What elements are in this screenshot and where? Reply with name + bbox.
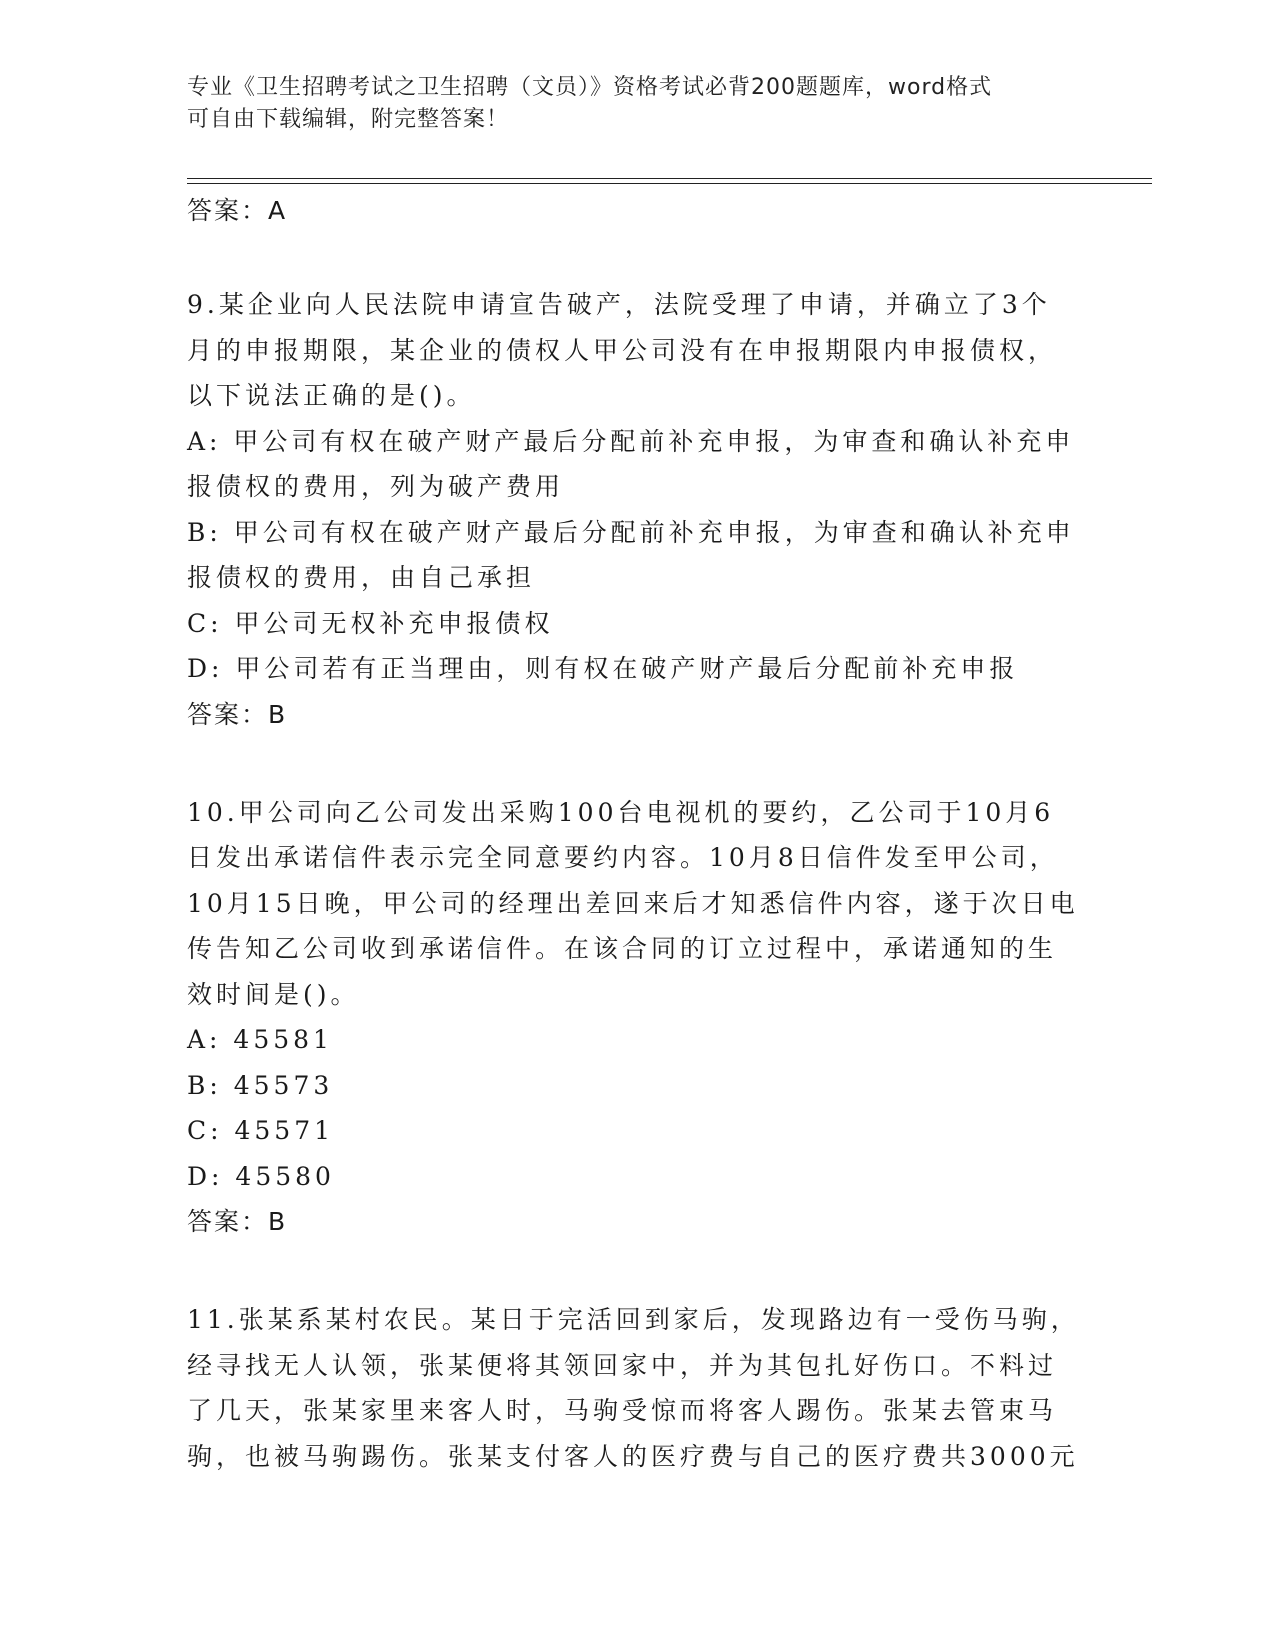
option-b-line: B: 甲公司有权在破产财产最后分配前补充申报，为审查和确认补充申 bbox=[187, 517, 1075, 547]
question-11 bbox=[187, 1297, 1087, 1479]
question-stem-line: 10.甲公司向乙公司发出采购100台电视机的要约，乙公司于10月6 bbox=[187, 797, 1055, 827]
option-c: C: 甲公司无权补充申报债权 bbox=[187, 608, 554, 638]
question-10 bbox=[187, 790, 1087, 1246]
header-rule-top bbox=[187, 178, 1152, 179]
question-stem-line: 11.张某系某村农民。某日于完活回到家后，发现路边有一受伤马驹， bbox=[187, 1305, 1080, 1334]
question-stem-line: 效时间是()。 bbox=[187, 979, 360, 1009]
option-d: D: 45580 bbox=[187, 1161, 335, 1191]
question-stem-line: 经寻找无人认领，张某便将其领回家中，并为其包扎好伤口。不料过 bbox=[187, 1350, 1058, 1380]
document-header bbox=[187, 72, 1087, 136]
previous-answer: 答案：A bbox=[187, 196, 288, 225]
question-stem-line: 日发出承诺信件表示完全同意要约内容。10月8日信件发至甲公司， bbox=[187, 843, 1059, 872]
option-d: D: 甲公司若有正当理由，则有权在破产财产最后分配前补充申报 bbox=[187, 654, 1019, 683]
option-a: A: 45581 bbox=[187, 1025, 333, 1054]
question-stem-line: 了几天，张某家里来客人时，马驹受惊而将客人踢伤。张某去管束马 bbox=[187, 1396, 1058, 1425]
header-line-2: 可自由下载编辑，附完整答案！ bbox=[187, 107, 510, 132]
option-b-line: 报债权的费用，由自己承担 bbox=[187, 563, 536, 592]
answer: 答案：B bbox=[187, 1207, 288, 1236]
option-a-line: 报债权的费用，列为破产费用 bbox=[187, 472, 565, 501]
question-stem-line: 传告知乙公司收到承诺信件。在该合同的订立过程中，承诺通知的生 bbox=[187, 934, 1058, 963]
header-line-1: 专业《卫生招聘考试之卫生招聘（文员）》资格考试必背200题题库，word格式 bbox=[187, 75, 993, 100]
header-rule-bottom bbox=[187, 183, 1152, 184]
question-stem-line: 9.某企业向人民法院申请宣告破产，法院受理了申请，并确立了3个 bbox=[187, 290, 1051, 319]
option-c: C: 45571 bbox=[187, 1116, 335, 1145]
question-stem-line: 10月15日晚，甲公司的经理出差回来后才知悉信件内容，遂于次日电 bbox=[187, 888, 1079, 918]
document-body bbox=[187, 188, 1087, 1479]
question-stem-line: 驹，也被马驹踢伤。张某支付客人的医疗费与自己的医疗费共3000元 bbox=[187, 1441, 1079, 1471]
question-9 bbox=[187, 282, 1087, 738]
option-b: B: 45573 bbox=[187, 1070, 334, 1100]
question-stem-line: 以下说法正确的是()。 bbox=[187, 381, 476, 410]
option-a-line: A: 甲公司有权在破产财产最后分配前补充申报，为审查和确认补充申 bbox=[187, 426, 1075, 456]
answer: 答案：B bbox=[187, 699, 288, 729]
question-stem-line: 月的申报期限，某企业的债权人甲公司没有在申报期限内申报债权， bbox=[187, 335, 1058, 365]
